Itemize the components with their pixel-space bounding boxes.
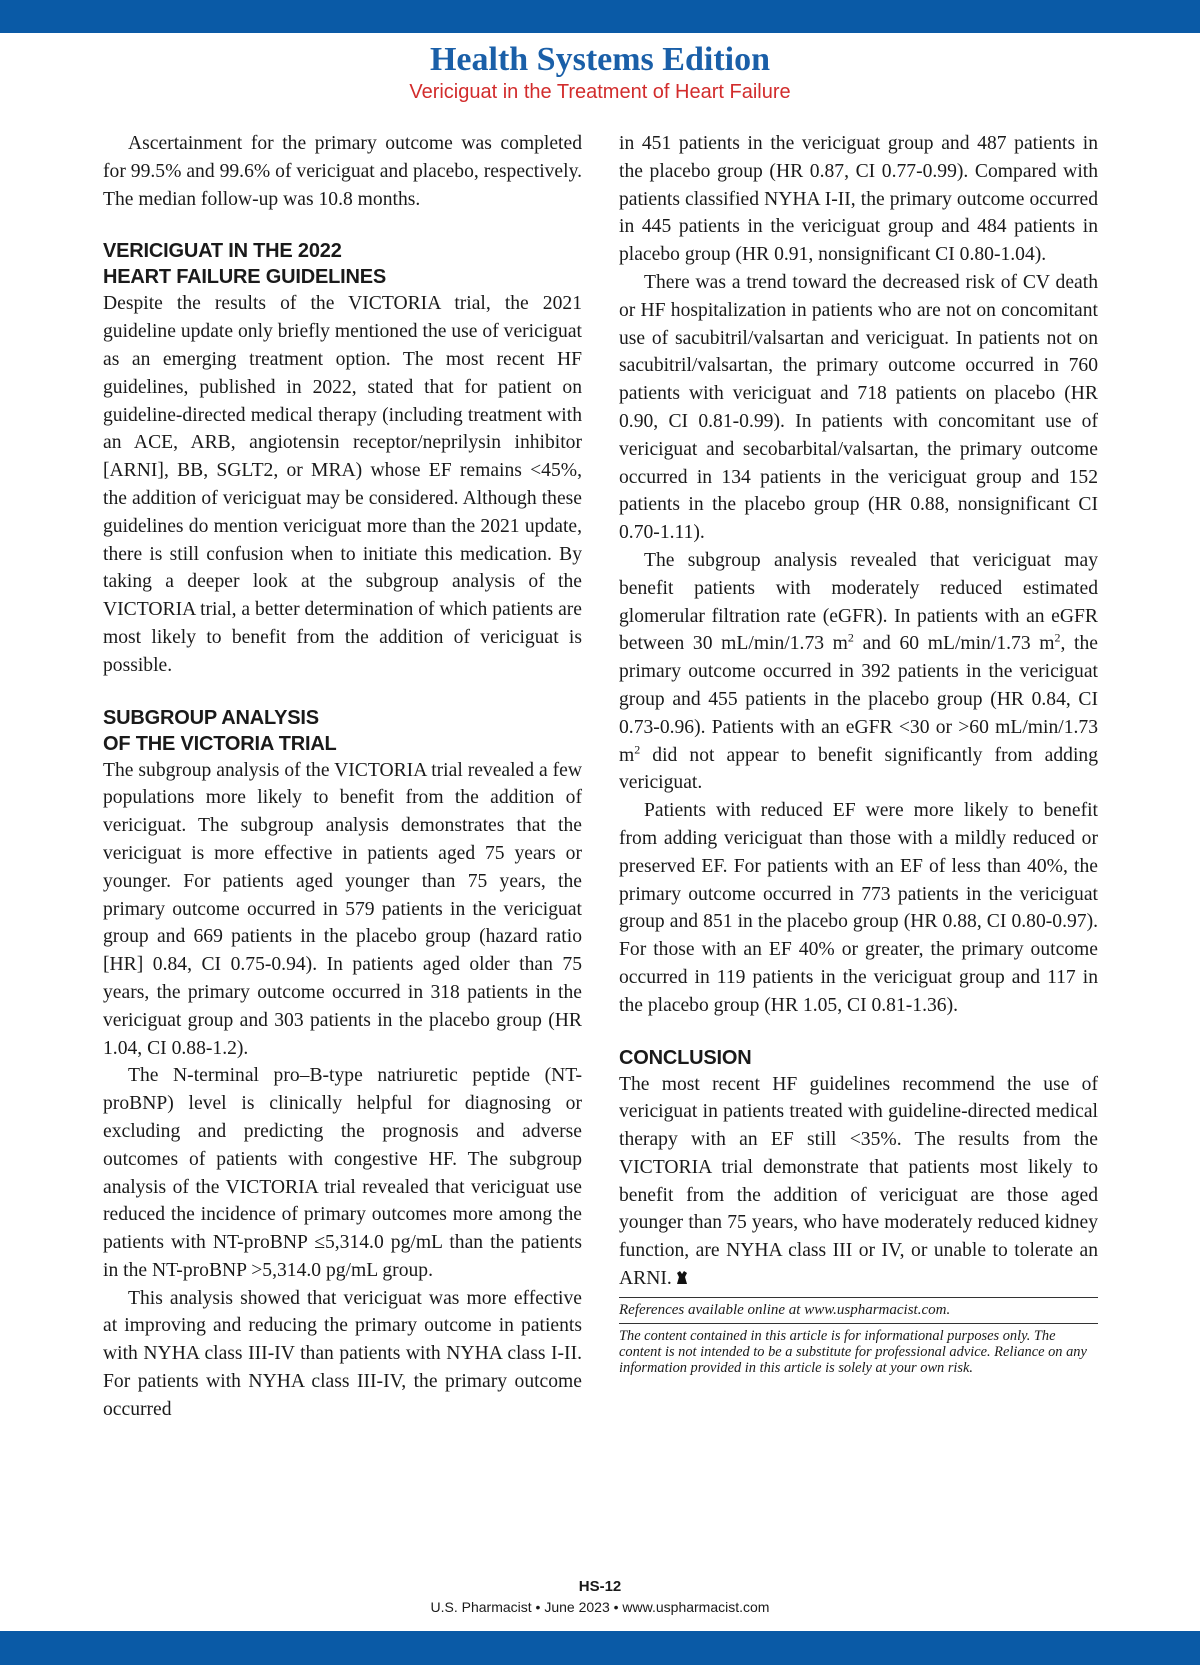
heading-line: HEART FAILURE GUIDELINES	[103, 266, 386, 289]
text-run: The most recent HF guidelines recommend the use of vericiguat in patients treated with guideline-directed medical therapy with an EF still <35%. The results from the VICTORIA trial demonstrate that patients most likely to benefit from the addition of vericiguat are those aged younger than 75 years, who have moderately reduced kidney function, are NYHA class III or IV, or unable to tolerate an ARNI.	[619, 1073, 1098, 1290]
heading-line: OF THE VICTORIA TRIAL	[103, 732, 337, 755]
paragraph-followup: Ascertainment for the primary outcome was completed for 99.5% and 99.6% of vericiguat and placebo, respectively. The median follow-up was 10.8 months.	[103, 133, 582, 210]
paragraph-conclusion	[619, 1071, 1098, 1293]
paragraph-nyha: This analysis showed that vericiguat was more effective at improving and reducing the primary outcome in patients with NYHA class III-IV than patients with NYHA class I-II. For patients with NYHA class III-IV, the primary outcome occurred	[103, 1287, 582, 1420]
edition-title: Health Systems Edition	[429, 41, 771, 78]
page-footer	[0, 1578, 1200, 1616]
top-color-band	[0, 0, 1200, 33]
disclaimer-note: The content contained in this article is for informational purposes only. The content is not intended to be a substitute for professional advice. Reliance on any information provided in this article is solely at your own risk.	[619, 1327, 1087, 1376]
bottom-color-band	[0, 1631, 1200, 1665]
section-heading-conclusion: CONCLUSION	[619, 1046, 752, 1069]
right-column	[619, 130, 1098, 1376]
paragraph-subgroup-age: The subgroup analysis of the VICTORIA trial revealed a few populations more likely to benefit from the addition of vericiguat. The subgroup analysis demonstrates that the vericiguat is more effective in patients aged 75 years or younger. For patients aged younger than 75 years, the primary outcome occurred in 579 patients in the vericiguat group and 669 patients in the placebo group (hazard ratio [HR] 0.84, CI 0.75-0.94). In patients aged older than 75 years, the primary outcome occurred in 318 patients in the vericiguat group and 303 patients in the placebo group (HR 1.04, CI 0.88-1.2).	[103, 759, 582, 1059]
superscript: 2	[847, 630, 854, 645]
paragraph-nyha-continued: in 451 patients in the vericiguat group and 487 patients in the placebo group (HR 0.87, CI 0.77-0.99). Compared with patients classified NYHA I-II, the primary outcome occurred in 445 patients in the vericiguat group and 484 patients in placebo group (HR 0.91, nonsignificant CI 0.80-1.04).	[619, 133, 1098, 266]
text-run: and 60 mL/min/1.73 m	[853, 633, 1055, 655]
text-run: did not appear to benefit significantly from adding vericiguat.	[619, 744, 1098, 794]
article-subtitle: Vericiguat in the Treatment of Heart Failure	[409, 81, 791, 103]
text-run: The subgroup analysis revealed that vericiguat may benefit patients with moderately reduced estimated glomerular filtration rate (eGFR). In patients with an eGFR between 30 mL/min/1.73 m	[619, 549, 1098, 655]
heading-line: VERICIGUAT IN THE 2022	[103, 240, 342, 263]
end-of-article-icon	[676, 1271, 688, 1285]
section-heading-subgroup	[103, 705, 582, 757]
text-run: , the primary outcome occurred in 392 patients in the vericiguat group and 455 patients in the placebo group (HR 0.84, CI 0.73-0.96). Patients with an eGFR <30 or >60 mL/min/1.73 m	[619, 633, 1098, 766]
heading-line: SUBGROUP ANALYSIS	[103, 706, 319, 729]
paragraph-guidelines: Despite the results of the VICTORIA trial, the 2021 guideline update only briefly mentioned the use of vericiguat as an emerging treatment option. The most recent HF guidelines, published in 2022, stated that for patient on guideline-directed medical therapy (including treatment with an ACE, ARB, angiotensin receptor/neprilysin inhibitor [ARNI], BB, SGLT2, or MRA) whose EF remains <45%, the addition of vericiguat may be considered. Although these guidelines do mention vericiguat more than the 2021 update, there is still confusion when to initiate this medication. By taking a deeper look at the subgroup analysis of the VICTORIA trial, a better determination of which patients are most likely to benefit from the addition of vericiguat is possible.	[103, 293, 582, 676]
page-header	[0, 40, 1200, 104]
paragraph-egfr	[619, 547, 1098, 797]
paragraph-ntprobnp: The N-terminal pro–B-type natriuretic peptide (NT-proBNP) level is clinically helpful for diagnosing or excluding and predicting the prognosis and adverse outcomes of patients with congestive HF. The subgroup analysis of the VICTORIA trial revealed that vericiguat use reduced the incidence of primary outcomes more among the patients with NT-proBNP ≤5,314.0 pg/mL than the patients in the NT-proBNP >5,314.0 pg/mL group.	[103, 1065, 582, 1281]
paragraph-sacubitril: There was a trend toward the decreased risk of CV death or HF hospitalization in patients who are not on concomitant use of sacubitril/valsartan and vericiguat. In patients not on sacubitril/valsartan, the primary outcome occurred in 760 patients with vericiguat and 718 patients on placebo (HR 0.90, CI 0.81-0.99). In patients with concomitant use of vericiguat and secobarbital/valsartan, the primary outcome occurred in 134 patients in the vericiguat group and 152 patients in the placebo group (HR 0.88, nonsignificant CI 0.70-1.11).	[619, 271, 1098, 544]
publication-line: U.S. Pharmacist • June 2023 • www.uspharmacist.com	[430, 1599, 770, 1615]
left-column	[103, 130, 582, 1424]
section-heading-guidelines	[103, 238, 582, 290]
paragraph-ejection-fraction: Patients with reduced EF were more likely to benefit from adding vericiguat than those with a mildly reduced or preserved EF. For patients with an EF of less than 40%, the primary outcome occurred in 773 patients in the vericiguat group and 851 in the placebo group (HR 0.88, CI 0.80-0.97). For those with an EF 40% or greater, the primary outcome occurred in 119 patients in the vericiguat group and 117 in the placebo group (HR 1.05, CI 0.81-1.36).	[619, 800, 1098, 1016]
references-note: References available online at www.uspharmacist.com.	[619, 1297, 1098, 1324]
page-number: HS-12	[578, 1578, 622, 1595]
superscript: 2	[1054, 630, 1061, 645]
superscript: 2	[634, 742, 641, 756]
